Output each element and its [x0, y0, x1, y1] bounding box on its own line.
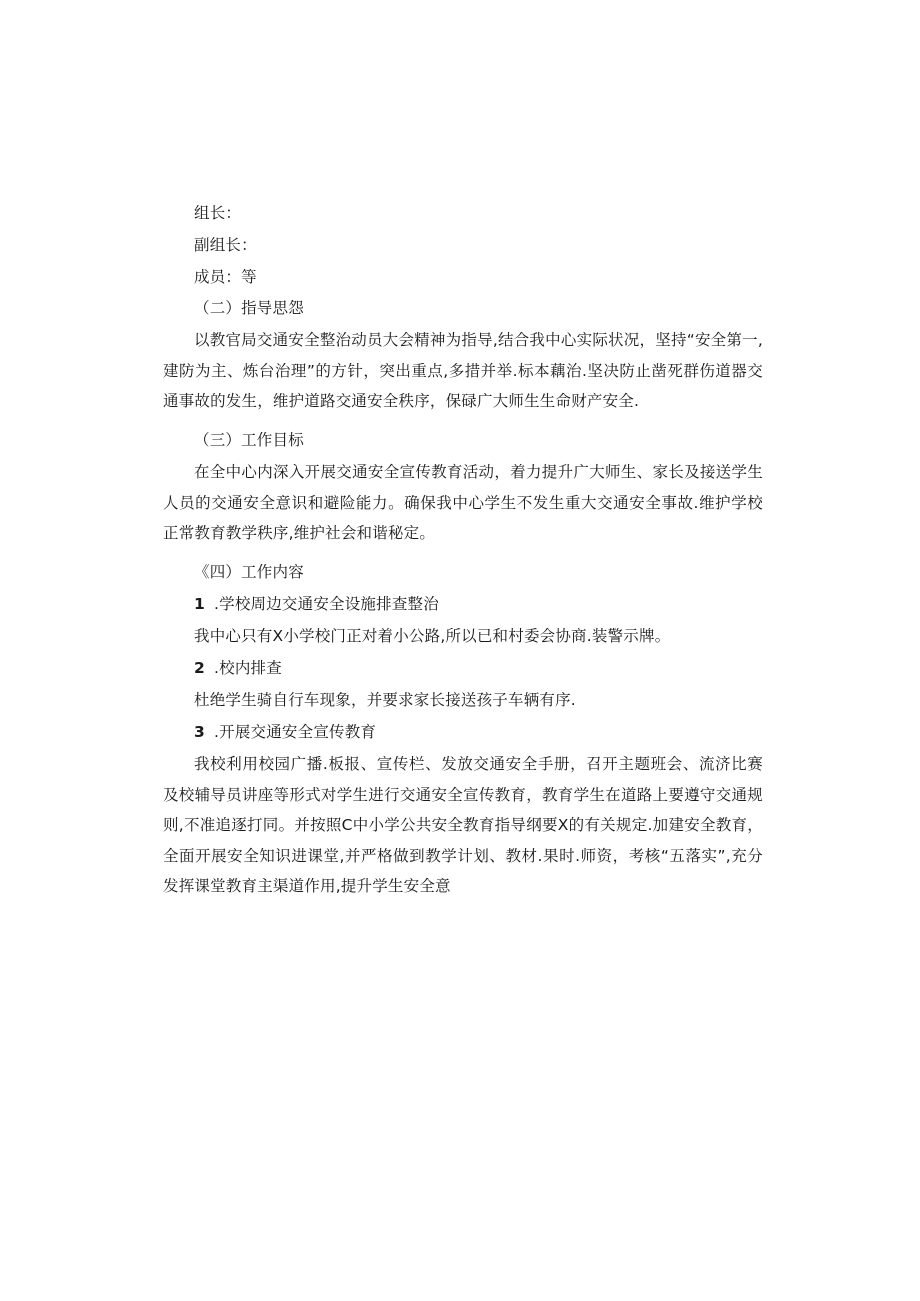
- item3-number: 3: [194, 723, 205, 741]
- item3-heading: [194, 721, 376, 743]
- members-line: 成员：等: [194, 268, 257, 286]
- item2-title: .校内排查: [214, 659, 282, 677]
- group-leader-line: 组长：: [194, 204, 242, 222]
- deputy-leader-line: 副组长：: [194, 236, 257, 254]
- section2-body: 以教官局交通安全整治动员大会精神为指导,结合我中心实际状况，坚持“安全第一,建防为主、炼台治理”的方针，突出重点,多措并举.标本藕治.坚决防止凿死群伤道器交通事故的发生，维护道路交通安全秩序，保碌广大师生生命财产安全.: [163, 331, 763, 410]
- item1-title: .学校周边交通安全设施排查整治: [214, 595, 439, 613]
- item1-number: 1: [194, 595, 205, 613]
- item2-number: 2: [194, 659, 205, 677]
- section3-body: 在全中心内深入开展交通安全宣传教育活动，着力提升广大师生、家长及接送学生人员的交通安全意识和避险能力。确保我中心学生不发生重大交通安全事故.维护学校正常教育教学秩序,维护社会和谐秘定。: [163, 463, 763, 542]
- section4-heading: 《四）工作内容: [194, 563, 304, 581]
- item3-title: .开展交通安全宣传教育: [214, 723, 377, 741]
- item2-body: 杜绝学生骑自行车现象，并要求家长接送孩子车辆有序.: [194, 691, 576, 709]
- item1-body: 我中心只有X小学校门正对着小公路,所以已和村委会协商.装警示牌。: [194, 627, 671, 645]
- section2-heading: （二）指导思怨: [194, 299, 304, 317]
- item2-heading: [194, 657, 282, 679]
- item1-heading: [194, 593, 439, 615]
- section3-heading: （三）工作目标: [194, 431, 304, 449]
- item3-body: 我校利用校园广播.板报、宣传栏、发放交通安全手册，召开主题班会、流济比赛及校辅导员讲座等形式对学生进行交通安全宣传教育，教育学生在道路上要遵守交通规则,不准追逐打同。并按照C中小学公共安全教育指导纲要X的有关规定.加建安全教育，全面开展安全知识进课堂,并严格做到教学计划、教材.果时.师资，考核“五落实”,充分发挥课堂教育主渠道作用,提升学生安全意: [163, 755, 763, 895]
